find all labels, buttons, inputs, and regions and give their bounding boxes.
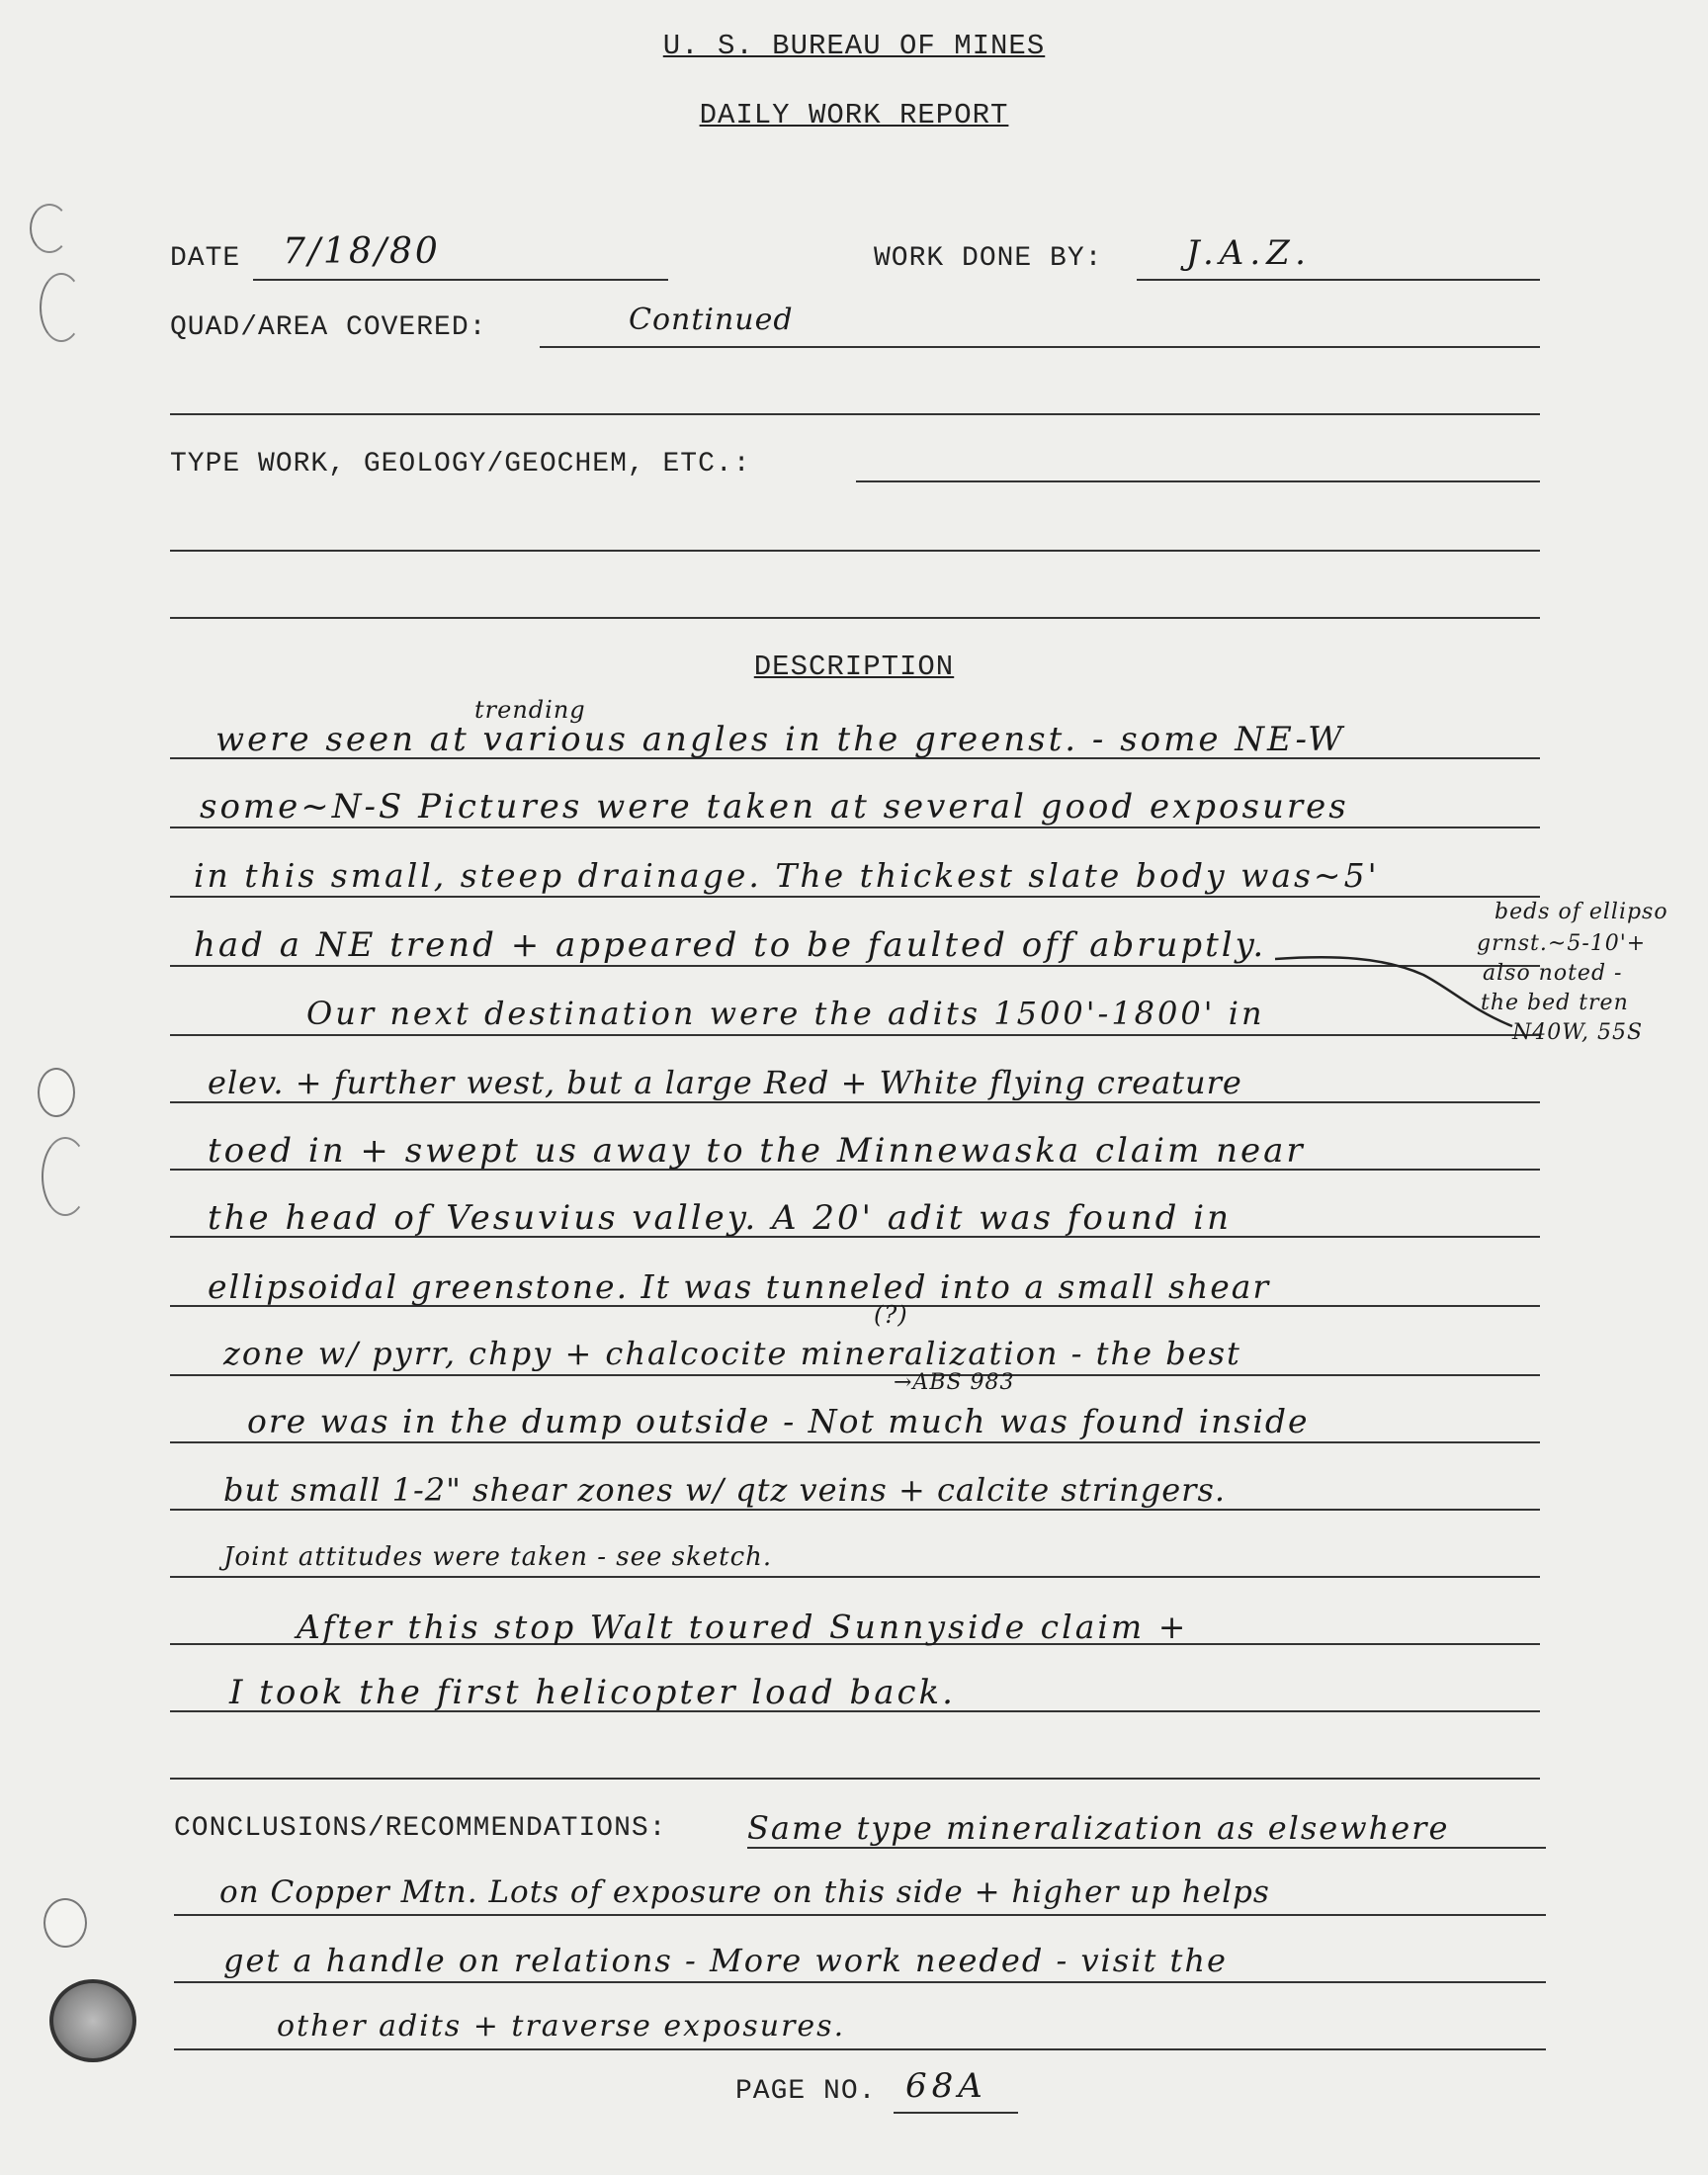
- margin-note-line-2: grnst.~5-10'+: [1477, 931, 1647, 956]
- conclusions-line-2: on Copper Mtn. Lots of exposure on this side + higher up helps: [219, 1874, 1270, 1910]
- description-rule-12: [170, 1509, 1540, 1511]
- conclusions-line-3: get a handle on relations - More work needed - visit the: [223, 1942, 1228, 1979]
- conclusions-rule-2: [174, 1914, 1546, 1916]
- description-rule-6: [170, 1101, 1540, 1103]
- type-work-rule-2: [170, 550, 1540, 552]
- agency-title: U. S. BUREAU OF MINES: [662, 30, 1046, 62]
- binder-hole-middle-1: [38, 1068, 75, 1117]
- conclusions-rule-4: [174, 2048, 1546, 2050]
- quad-area-rule-2: [170, 413, 1540, 415]
- type-work-rule-3: [170, 617, 1540, 619]
- conclusions-label: CONCLUSIONS/RECOMMENDATIONS:: [174, 1813, 667, 1844]
- work-done-by-rule: [1137, 279, 1540, 281]
- description-rule-2: [170, 826, 1540, 828]
- description-line-2: some~N-S Pictures were taken at several good exposures: [200, 787, 1349, 826]
- quad-area-value: Continued: [629, 303, 794, 337]
- description-rule-3: [170, 896, 1540, 898]
- description-rule-16: [170, 1778, 1540, 1780]
- page-number-label: PAGE NO.: [735, 2076, 877, 2107]
- binder-hole-middle-2: [42, 1137, 89, 1216]
- type-work-rule: [856, 480, 1540, 482]
- description-line-10: zone w/ pyrr, chpy + chalcocite mineralization - the best: [223, 1335, 1241, 1372]
- conclusions-line-4: other adits + traverse exposures.: [277, 2009, 846, 2044]
- description-line-1: were seen at various angles in the greenst. - some NE-W: [215, 720, 1346, 759]
- margin-note-arrow: [1265, 949, 1522, 1038]
- description-line-11: ore was in the dump outside - Not much was found inside: [247, 1402, 1310, 1440]
- report-title: DAILY WORK REPORT: [699, 99, 1009, 131]
- margin-note-line-4: the bed tren: [1481, 991, 1629, 1015]
- description-heading: DESCRIPTION: [753, 651, 955, 683]
- conclusions-rule-3: [174, 1981, 1546, 1983]
- description-rule-10: [170, 1374, 1540, 1376]
- insert-trending: trending: [474, 696, 586, 724]
- date-rule: [253, 279, 668, 281]
- insert-abs-number: →ABS 983: [894, 1370, 1015, 1395]
- description-line-15: I took the first helicopter load back.: [229, 1673, 956, 1712]
- quad-area-label: QUAD/AREA COVERED:: [170, 312, 487, 343]
- binder-hole-bottom-2: [49, 1979, 136, 2062]
- date-label: DATE: [170, 243, 241, 274]
- description-line-14: After this stop Walt toured Sunnyside claim +: [297, 1608, 1189, 1646]
- work-done-by-label: WORK DONE BY:: [874, 243, 1103, 274]
- description-line-8: the head of Vesuvius valley. A 20' adit was found in: [208, 1198, 1232, 1238]
- description-line-4: had a NE trend + appeared to be faulted off abruptly.: [194, 925, 1267, 965]
- description-line-12: but small 1-2" shear zones w/ qtz veins + calcite stringers.: [223, 1471, 1227, 1509]
- date-value: 7/18/80: [283, 231, 441, 272]
- insert-query: (?): [874, 1301, 908, 1329]
- margin-note-line-5: N40W, 55S: [1512, 1020, 1644, 1045]
- binder-hole-top-1: [30, 204, 69, 253]
- description-line-13: Joint attitudes were taken - see sketch.: [223, 1542, 773, 1572]
- work-done-by-value: J.A.Z.: [1186, 233, 1312, 273]
- binder-hole-top-2: [40, 273, 83, 342]
- page-number-rule: [894, 2112, 1018, 2114]
- description-line-6: elev. + further west, but a large Red + White flying creature: [208, 1064, 1242, 1101]
- description-line-3: in this small, steep drainage. The thickest slate body was~5': [194, 856, 1380, 895]
- binder-hole-bottom-1: [43, 1898, 87, 1948]
- margin-note-line-1: beds of ellipso: [1494, 900, 1668, 924]
- type-work-label: TYPE WORK, GEOLOGY/GEOCHEM, ETC.:: [170, 449, 751, 479]
- margin-note-line-3: also noted -: [1483, 961, 1623, 986]
- quad-area-rule: [540, 346, 1540, 348]
- description-line-7: toed in + swept us away to the Minnewaska claim near: [208, 1131, 1306, 1171]
- description-rule-13: [170, 1576, 1540, 1578]
- page-number-value: 68A: [905, 2066, 987, 2106]
- description-line-9: ellipsoidal greenstone. It was tunneled into a small shear: [208, 1267, 1271, 1306]
- description-rule-11: [170, 1441, 1540, 1443]
- conclusions-line-1: Same type mineralization as elsewhere: [747, 1809, 1450, 1847]
- description-line-5: Our next destination were the adits 1500'-1800' in: [306, 995, 1265, 1032]
- conclusions-rule-1: [747, 1847, 1546, 1849]
